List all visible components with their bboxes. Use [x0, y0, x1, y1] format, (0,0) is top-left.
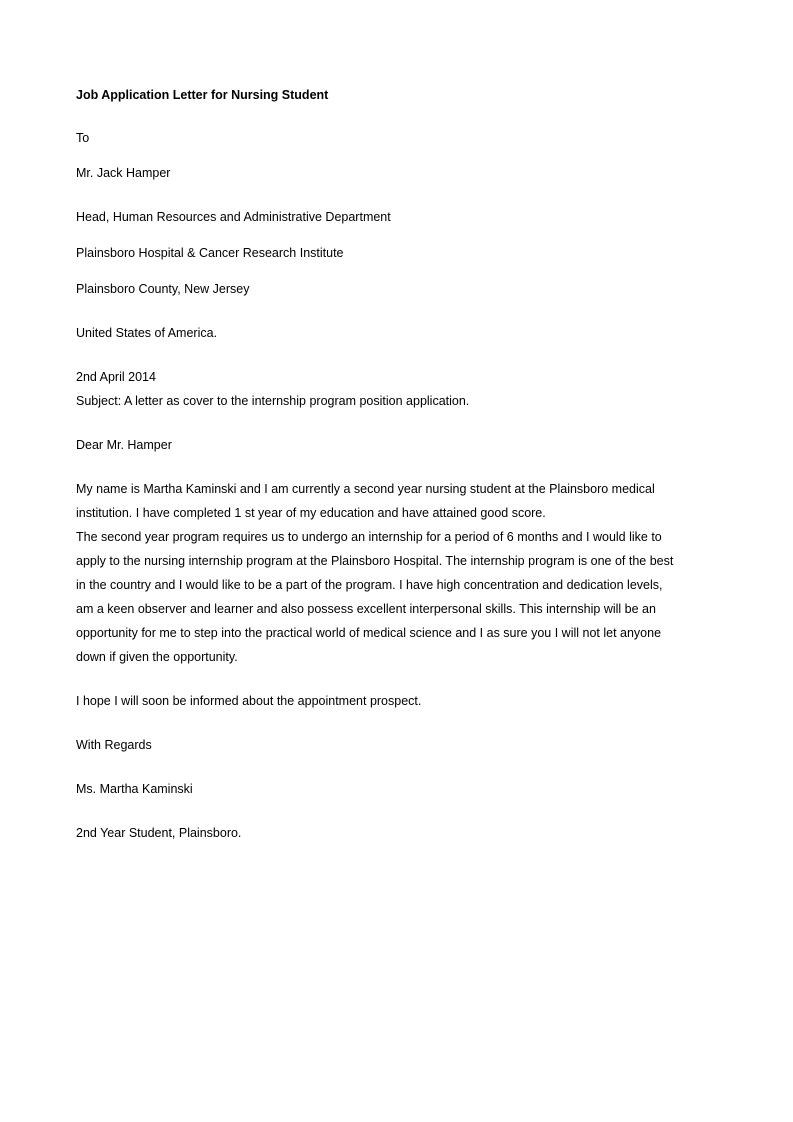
letter-subject: Subject: A letter as cover to the internship program position application. [76, 394, 470, 408]
body-line: My name is Martha Kaminski and I am currently a second year nursing student at the Plainsboro medical [76, 482, 655, 496]
signer-title: 2nd Year Student, Plainsboro. [76, 826, 242, 840]
letter-date: 2nd April 2014 [76, 370, 156, 384]
signer-name: Ms. Martha Kaminski [76, 782, 193, 796]
body-line: am a keen observer and learner and also possess excellent interpersonal skills. This internship will be an [76, 602, 656, 616]
closing-line: I hope I will soon be informed about the appointment prospect. [76, 694, 422, 708]
body-line: apply to the nursing internship program at the Plainsboro Hospital. The internship program is one of the best [76, 554, 674, 568]
recipient-title: Head, Human Resources and Administrative Department [76, 210, 391, 224]
body-line: The second year program requires us to undergo an internship for a period of 6 months and I would like to [76, 530, 662, 544]
body-line: down if given the opportunity. [76, 650, 238, 664]
to-label: To [76, 131, 90, 145]
recipient-name: Mr. Jack Hamper [76, 166, 171, 180]
body-line: in the country and I would like to be a part of the program. I have high concentration and dedication levels, [76, 578, 663, 592]
salutation: Dear Mr. Hamper [76, 438, 172, 452]
sign-off: With Regards [76, 738, 152, 752]
document-title: Job Application Letter for Nursing Student [76, 88, 329, 102]
body-line: institution. I have completed 1 st year of my education and have attained good score. [76, 506, 546, 520]
recipient-country: United States of America. [76, 326, 218, 340]
recipient-location: Plainsboro County, New Jersey [76, 282, 250, 296]
body-line: opportunity for me to step into the practical world of medical science and I as sure you I will not let anyone [76, 626, 662, 640]
recipient-organization: Plainsboro Hospital & Cancer Research Institute [76, 246, 344, 260]
